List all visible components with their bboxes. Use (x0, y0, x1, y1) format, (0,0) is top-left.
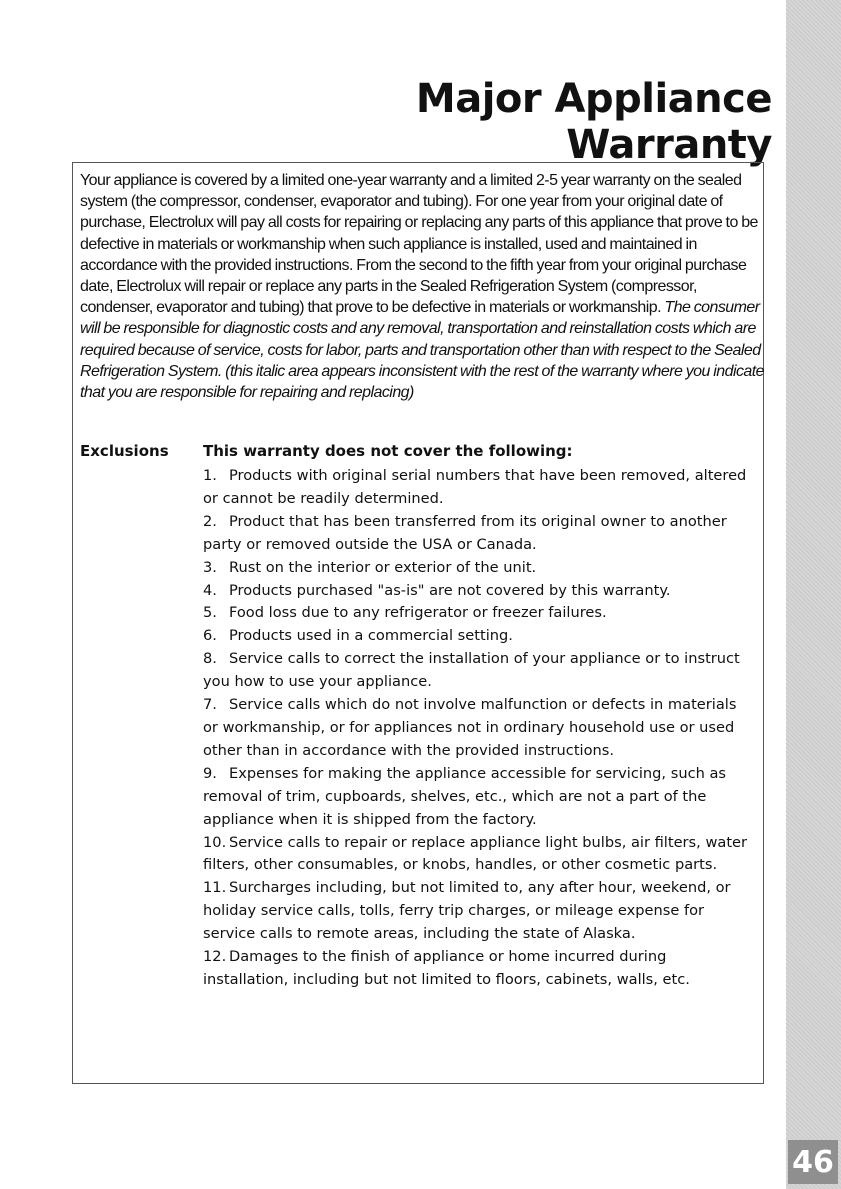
exclusion-item (203, 602, 748, 625)
exclusion-number: 12. (203, 948, 227, 966)
warranty-intro (80, 170, 766, 403)
exclusion-text: Products purchased "as-is" are not covered by this warranty. (229, 581, 671, 599)
exclusion-item (203, 557, 748, 580)
exclusion-text: Rust on the interior or exterior of the unit. (229, 558, 537, 576)
page-title: Major Appliance Warranty (415, 76, 772, 168)
exclusion-number: 7. (203, 696, 217, 714)
exclusion-number: 6. (203, 627, 217, 645)
exclusion-item (203, 694, 748, 763)
exclusion-text: Products with original serial numbers that have been removed, altered or cannot be readily determined. (203, 467, 747, 507)
exclusion-text: Food loss due to any refrigerator or freezer failures. (229, 604, 607, 622)
exclusion-item (203, 832, 748, 878)
exclusion-item (203, 763, 748, 832)
exclusion-text: Service calls to correct the installation of your appliance or to instruct you how to use your appliance. (203, 650, 740, 691)
exclusion-text: Product that has been transferred from its original owner to another party or removed outside the USA or Canada. (203, 512, 727, 553)
exclusion-number: 9. (203, 764, 217, 782)
exclusions-label: Exclusions (80, 442, 169, 460)
exclusion-item (203, 580, 748, 603)
exclusion-text: Surcharges including, but not limited to, any after hour, weekend, or holiday service calls, tolls, ferry trip charges, or mileage expense for service calls to remote areas, including the state of Alaska. (203, 879, 731, 943)
exclusion-number: 2. (203, 512, 217, 530)
intro-italic-text: The consumer will be responsible for diagnostic costs and any removal, transportation and reinstallation costs which are required because of service, costs for labor, parts and transportation other than with respect to the Sealed Refrigeration System. (this italic area appears inconsistent with the rest of the warranty where you indicate that you are responsible for repairing and replacing) (80, 299, 765, 402)
exclusion-number: 11. (203, 879, 227, 897)
exclusion-text: Service calls to repair or replace appliance light bulbs, air filters, water filters, other consumables, or knobs, handles, or other cosmetic parts. (203, 833, 748, 874)
exclusion-number: 8. (203, 650, 217, 668)
exclusion-item (203, 877, 748, 946)
intro-regular-text: Your appliance is covered by a limited one-year warranty and a limited 2-5 year warranty on the sealed system (the compressor, condenser, evaporator and tubing). For one year from your original date of purchase, Electrolux will pay all costs for repairing or replacing any parts of this appliance that prove to be defective in materials or workmanship when such appliance is installed, used and maintained in accordance with the provided instructions. From the second to the fifth year from your original purchase date, Electrolux will repair or replace any parts in the Sealed Refrigeration System (compressor, condenser, evaporator and tubing) that prove to be defective in materials or workmanship. (80, 172, 758, 317)
exclusion-number: 4. (203, 581, 217, 599)
exclusion-item (203, 625, 748, 648)
exclusion-item (203, 465, 748, 511)
exclusion-text: Expenses for making the appliance accessible for servicing, such as removal of trim, cupboards, shelves, etc., which are not a part of the appliance when it is shipped from the factory. (203, 764, 727, 828)
exclusion-item (203, 511, 748, 557)
side-strip (786, 0, 841, 1189)
exclusion-text: Damages to the finish of appliance or home incurred during installation, including but not limited to floors, cabinets, walls, etc. (203, 948, 690, 988)
exclusion-number: 5. (203, 604, 217, 622)
exclusion-item (203, 946, 748, 992)
exclusions-list (203, 465, 748, 992)
page-number: 46 (788, 1140, 838, 1184)
exclusion-number: 1. (203, 467, 217, 484)
exclusion-number: 10. (203, 833, 227, 851)
exclusion-text: Service calls which do not involve malfunction or defects in materials or workmanship, or for appliances not in ordinary household use or used other than in accordance with the provided instructions. (203, 696, 737, 759)
exclusions-heading: This warranty does not cover the following: (203, 442, 573, 460)
exclusion-text: Products used in a commercial setting. (229, 627, 513, 645)
exclusion-number: 3. (203, 558, 217, 576)
exclusion-item (203, 648, 748, 694)
